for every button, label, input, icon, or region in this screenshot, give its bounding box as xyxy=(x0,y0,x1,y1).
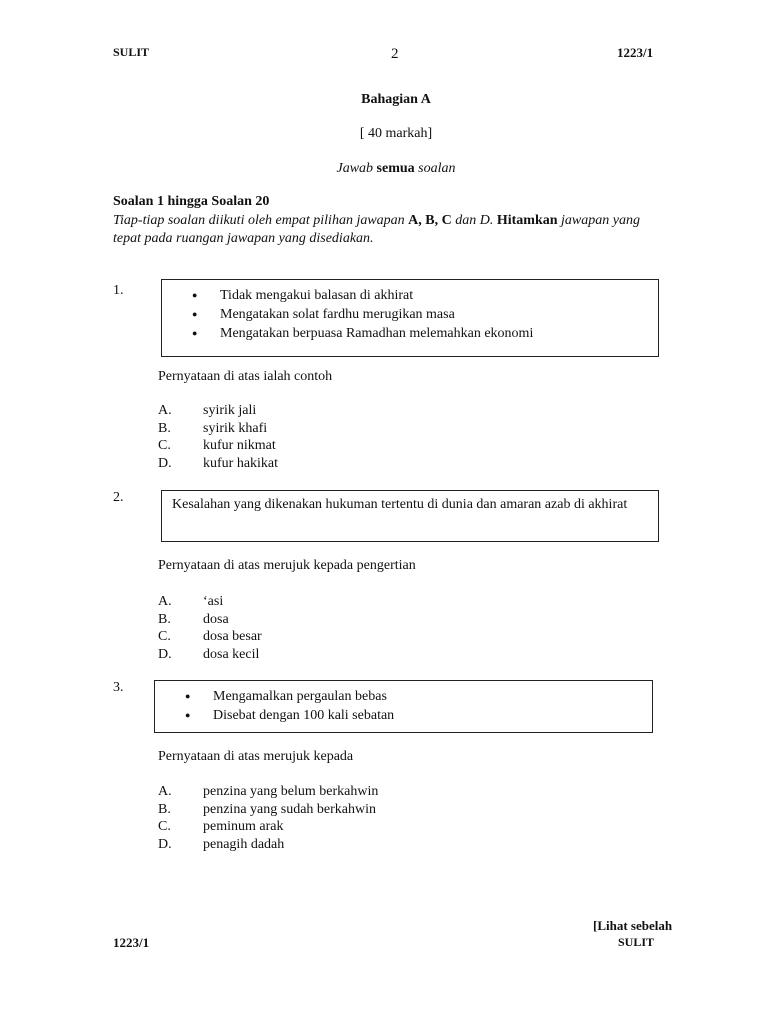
option-letter: A. xyxy=(158,594,172,609)
footer-classification: SULIT xyxy=(618,935,655,949)
option-letter: D. xyxy=(158,646,172,662)
option-text: penzina yang sudah berkahwin xyxy=(203,801,376,817)
section-instruction xyxy=(0,161,768,177)
option-text: penzina yang belum berkahwin xyxy=(203,784,379,799)
footer-paper-code: 1223/1 xyxy=(113,935,150,950)
question-2-option-b xyxy=(158,611,229,629)
option-letter: D. xyxy=(158,836,172,852)
option-text: kufur nikmat xyxy=(203,438,276,453)
intro-text xyxy=(113,212,640,248)
question-2-option-d xyxy=(158,646,259,664)
question-1-option-a xyxy=(158,402,256,420)
instruction-word-3: soalan xyxy=(418,161,456,176)
page-number: 2 xyxy=(391,46,399,62)
option-letter: B. xyxy=(158,801,171,817)
option-letter: C. xyxy=(158,629,171,644)
option-letter: A. xyxy=(158,784,172,799)
footer-see-over: [Lihat sebelah xyxy=(593,918,673,933)
question-1-option-d xyxy=(158,455,278,473)
option-text: ‘asi xyxy=(203,594,224,609)
question-1-stem: Pernyataan di atas ialah contoh xyxy=(158,369,333,384)
option-letter: B. xyxy=(158,611,171,627)
question-1-bullet: ● Mengatakan solat fardhu merugikan masa xyxy=(192,305,648,324)
intro-text-line-2: tepat pada ruangan jawapan yang disediakan. xyxy=(113,231,374,246)
question-1-option-c xyxy=(158,437,276,455)
header-classification: SULIT xyxy=(113,45,150,59)
option-letter: B. xyxy=(158,420,171,436)
question-1-statement-box xyxy=(161,279,659,357)
question-3-option-a xyxy=(158,783,378,801)
question-3-statement-box xyxy=(154,680,653,733)
option-letter: A. xyxy=(158,403,172,418)
question-2-option-a xyxy=(158,593,223,611)
question-2-number: 2. xyxy=(113,490,124,505)
question-1-bullet: ● Tidak mengakui balasan di akhirat xyxy=(192,286,648,305)
question-3-stem: Pernyataan di atas merujuk kepada xyxy=(158,749,354,764)
question-3-bullet: ● Disebat dengan 100 kali sebatan xyxy=(185,706,642,725)
question-2-statement-box xyxy=(161,490,659,542)
option-text: dosa kecil xyxy=(203,646,260,662)
question-3-option-b xyxy=(158,801,376,819)
section-title: Bahagian A xyxy=(361,92,431,107)
intro-text-hitamkan: Hitamkan xyxy=(496,213,558,228)
question-1-number: 1. xyxy=(113,283,124,298)
question-1-option-b xyxy=(158,420,267,438)
intro-text-part-2: dan D. xyxy=(455,213,494,228)
option-letter: C. xyxy=(158,438,171,453)
question-3-bullet: ● Mengamalkan pergaulan bebas xyxy=(185,687,642,706)
section-marks: [ 40 markah] xyxy=(359,126,433,141)
question-3-option-c xyxy=(158,818,283,836)
question-2-option-c xyxy=(158,628,262,646)
option-text: kufur hakikat xyxy=(203,455,279,471)
intro-heading: Soalan 1 hingga Soalan 20 xyxy=(113,194,270,209)
question-3-number: 3. xyxy=(113,680,124,695)
question-2-stem: Pernyataan di atas merujuk kepada pengertian xyxy=(158,558,416,573)
instruction-word-1: Jawab xyxy=(336,161,374,176)
option-letter: C. xyxy=(158,819,171,834)
intro-text-part-3: jawapan yang xyxy=(561,213,640,228)
question-2-statement: Kesalahan yang dikenakan hukuman tertentu di dunia dan amaran azab di akhirat xyxy=(172,497,628,512)
intro-text-options: A, B, C xyxy=(408,213,452,228)
option-text: syirik jali xyxy=(203,403,257,418)
option-text: dosa xyxy=(203,611,229,627)
option-text: syirik khafi xyxy=(203,420,268,436)
option-letter: D. xyxy=(158,455,172,471)
option-text: penagih dadah xyxy=(203,836,285,852)
question-1-bullet: ● Mengatakan berpuasa Ramadhan melemahkan ekonomi xyxy=(192,324,648,343)
intro-text-part-1: Tiap-tiap soalan diikuti oleh empat pilihan jawapan xyxy=(113,213,405,228)
header-paper-code: 1223/1 xyxy=(617,45,654,60)
option-text: peminum arak xyxy=(203,819,284,834)
instruction-word-2: semua xyxy=(376,161,415,176)
question-3-option-d xyxy=(158,836,284,854)
option-text: dosa besar xyxy=(203,629,262,644)
